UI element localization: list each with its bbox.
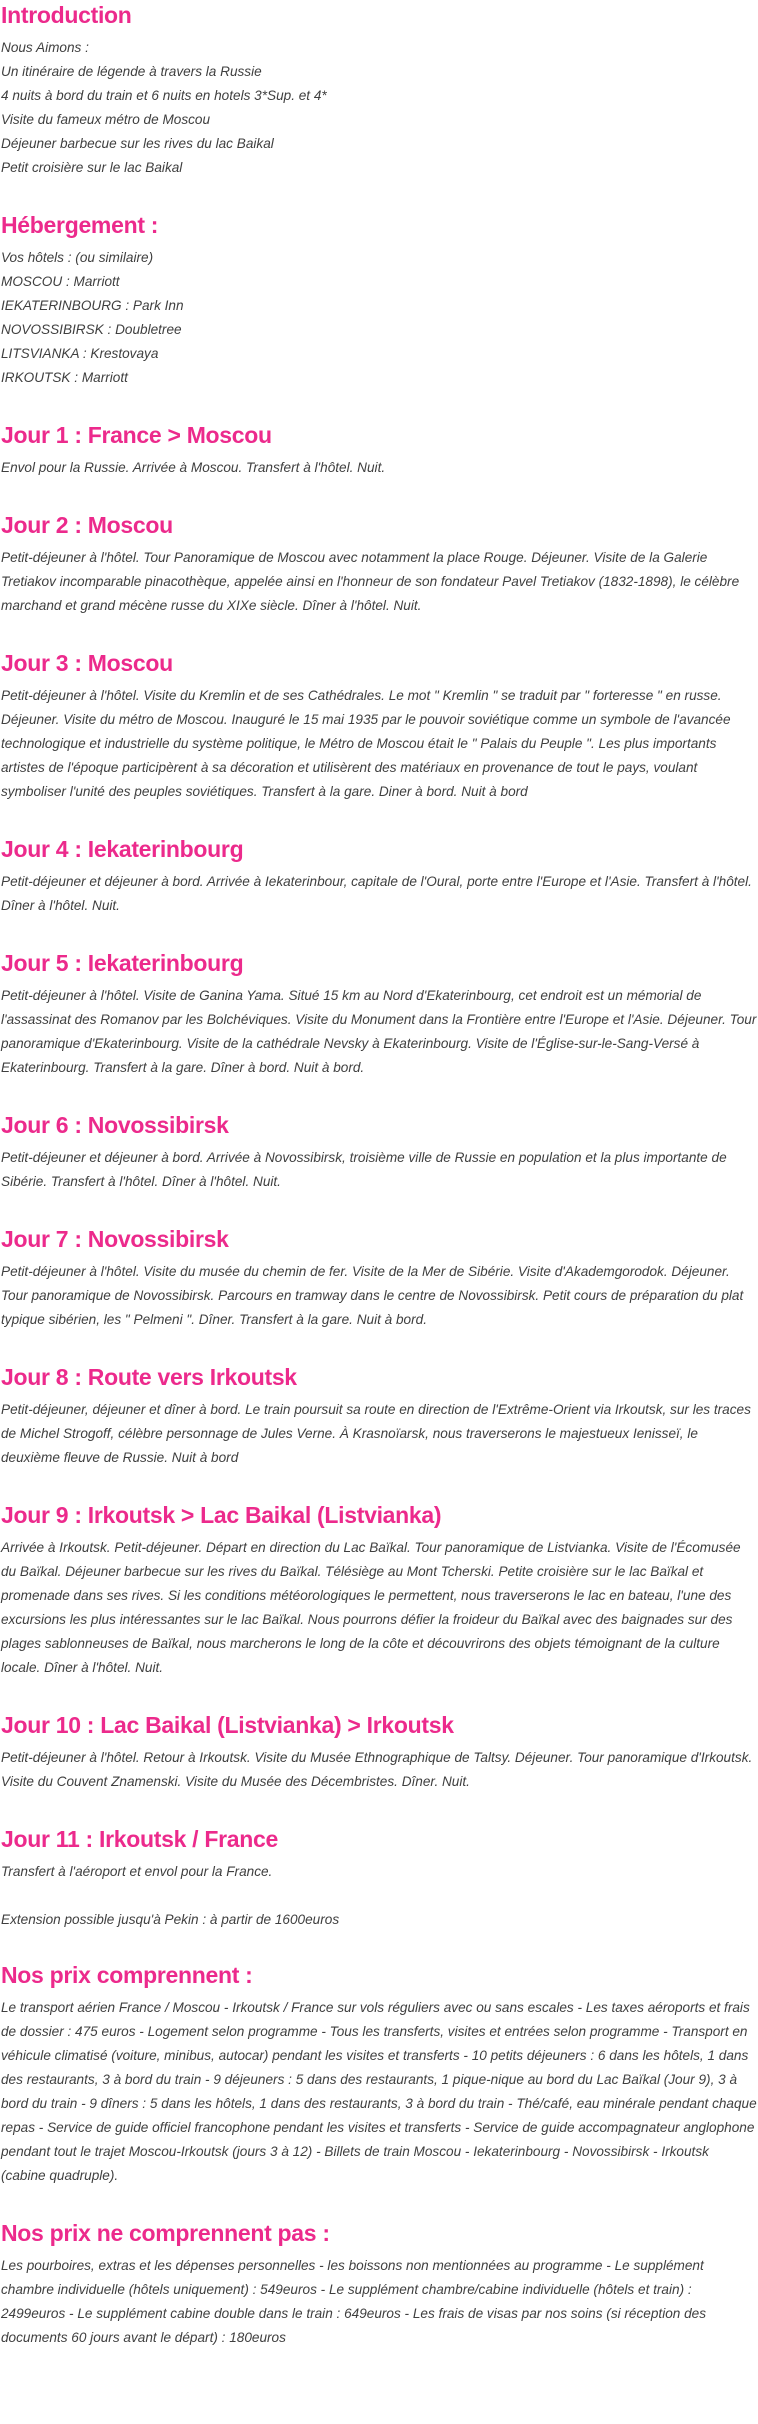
list-line: IRKOUTSK : Marriott (1, 370, 128, 385)
section-prix-inclus (1, 1960, 757, 2188)
section-body (1, 246, 757, 390)
extension-note: Extension possible jusqu'à Pekin : à partir de 1600euros (1, 1912, 340, 1927)
section-introduction (1, 0, 757, 180)
list-line: Petit croisière sur le lac Baikal (1, 160, 183, 175)
section-title: Jour 7 : Novossibirsk (1, 1226, 229, 1252)
section-text: Transfert à l'aéroport et envol pour la France. (1, 1864, 273, 1879)
section-title: Introduction (1, 2, 132, 28)
section-jour-6 (1, 1110, 757, 1194)
section-text: Petit-déjeuner et déjeuner à bord. Arrivée à Iekaterinbour, capitale de l'Oural, porte entre l'Europe et l'Asie. Transfert à l'hôtel. Dîner à l'hôtel. Nuit. (1, 874, 752, 913)
section-text: Petit-déjeuner à l'hôtel. Visite du Kremlin et de ses Cathédrales. Le mot " Kremlin " se traduit par " forteresse " en russe. Déjeuner. Visite du métro de Moscou. Inauguré le 15 mai 1935 par le pouvoir soviétique comme un symbole de l'avancée technologique et industrielle du système politique, le Métro de Moscou était le " Palais du Peuple ". Les plus importants artistes de l'époque participèrent à sa décoration et utilisèrent des matériaux en provenance de tout le pays, voulant symboliser l'unité des peuples soviétiques. Transfert à la gare. Diner à bord. Nuit à bord (1, 688, 731, 799)
list-line: IEKATERINBOURG : Park Inn (1, 298, 184, 313)
section-jour-9 (1, 1500, 757, 1680)
list-line: Un itinéraire de légende à travers la Russie (1, 64, 262, 79)
section-title: Jour 1 : France > Moscou (1, 422, 272, 448)
list-line: Visite du fameux métro de Moscou (1, 112, 211, 127)
section-text: Petit-déjeuner à l'hôtel. Visite du musée du chemin de fer. Visite de la Mer de Sibérie. Visite d'Akademgorodok. Déjeuner. Tour panoramique de Novossibirsk. Parcours en tramway dans le centre de Novossibirsk. Petit cours de préparation du plat typique sibérien, les " Pelmeni ". Dîner. Transfert à la gare. Nuit à bord. (1, 1264, 744, 1327)
section-jour-7 (1, 1224, 757, 1332)
section-title: Hébergement : (1, 212, 159, 238)
section-title: Nos prix ne comprennent pas : (1, 2220, 330, 2246)
section-jour-8 (1, 1362, 757, 1470)
section-title: Jour 9 : Irkoutsk > Lac Baikal (Listvianka) (1, 1502, 442, 1528)
list-line: LITSVIANKA : Krestovaya (1, 346, 159, 361)
section-hebergement (1, 210, 757, 390)
section-jour-5 (1, 948, 757, 1080)
list-line: NOVOSSIBIRSK : Doubletree (1, 322, 182, 337)
section-text: Le transport aérien France / Moscou - Irkoutsk / France sur vols réguliers avec ou sans escales - Les taxes aéroports et frais de dossier : 475 euros - Logement selon programme - Tous les transferts, visites et entrées selon programme - Transport en véhicule climatisé (voiture, minibus, autocar) pendant les visites et transferts - 10 petits déjeuners : 6 dans les hôtels, 1 dans des restaurants, 3 à bord du train - 9 déjeuners : 5 dans des restaurants, 1 pique-nique au bord du Lac Baïkal (Jour 9), 3 à bord du train - 9 dîners : 5 dans les hôtels, 1 dans des restaurants, 3 à bord du train - Thé/café, eau minérale pendant chaque repas - Service de guide officiel francophone pendant les visites et transferts - Service de guide accompagnateur anglophone pendant tout le trajet Moscou-Irkoutsk (jours 3 à 12) - Billets de train Moscou - Iekaterinbourg - Novossibirsk - Irkoutsk (cabine quadruple). (1, 2000, 757, 2183)
section-jour-1 (1, 420, 757, 480)
section-title: Jour 6 : Novossibirsk (1, 1112, 229, 1138)
section-title: Jour 5 : Iekaterinbourg (1, 950, 244, 976)
section-text: Petit-déjeuner, déjeuner et dîner à bord. Le train poursuit sa route en direction de l'Extrême-Orient via Irkoutsk, sur les traces de Michel Strogoff, célèbre personnage de Jules Verne. À Krasnoïarsk, nous traverserons le majestueux Ienisseï, le deuxième fleuve de Russie. Nuit à bord (1, 1402, 751, 1465)
list-line: Déjeuner barbecue sur les rives du lac Baikal (1, 136, 274, 151)
section-title: Jour 3 : Moscou (1, 650, 173, 676)
section-prix-exclus (1, 2218, 757, 2350)
section-text: Arrivée à Irkoutsk. Petit-déjeuner. Départ en direction du Lac Baïkal. Tour panoramique de Listvianka. Visite de l'Écomusée du Baïkal. Déjeuner barbecue sur les rives du Baïkal. Télésiège au Mont Tcherski. Petite croisière sur le lac Baïkal et promenade dans ses rives. Si les conditions météorologiques le permettent, nous traverserons le lac en bateau, l'une des excursions les plus intéressantes sur le lac Baïkal. Nous pourrons défier la froideur du Baïkal avec des baignades sur des plages sablonneuses de Baïkal, nous marcherons le long de la côte et découvrirons des objets témoignant de la culture locale. Dîner à l'hôtel. Nuit. (1, 1540, 741, 1675)
section-text: Petit-déjeuner à l'hôtel. Tour Panoramique de Moscou avec notamment la place Rouge. Déjeuner. Visite de la Galerie Tretiakov incomparable pinacothèque, appelée ainsi en l'honneur de son fondateur Pavel Tretiakov (1832-1898), le célèbre marchand et grand mécène russe du XIXe siècle. Dîner à l'hôtel. Nuit. (1, 550, 740, 613)
section-jour-2 (1, 510, 757, 618)
list-line: Nous Aimons : (1, 40, 89, 55)
section-body (1, 36, 757, 180)
section-jour-3 (1, 648, 757, 804)
section-title: Nos prix comprennent : (1, 1962, 253, 1988)
section-title: Jour 10 : Lac Baikal (Listvianka) > Irkoutsk (1, 1712, 454, 1738)
section-text: Envol pour la Russie. Arrivée à Moscou. Transfert à l'hôtel. Nuit. (1, 460, 386, 475)
section-title: Jour 2 : Moscou (1, 512, 173, 538)
section-jour-10 (1, 1710, 757, 1794)
section-title: Jour 8 : Route vers Irkoutsk (1, 1364, 297, 1390)
section-text: Petit-déjeuner et déjeuner à bord. Arrivée à Novossibirsk, troisième ville de Russie en population et la plus importante de Sibérie. Transfert à l'hôtel. Dîner à l'hôtel. Nuit. (1, 1150, 727, 1189)
list-line: 4 nuits à bord du train et 6 nuits en hotels 3*Sup. et 4* (1, 88, 327, 103)
section-text: Petit-déjeuner à l'hôtel. Retour à Irkoutsk. Visite du Musée Ethnographique de Taltsy. Déjeuner. Tour panoramique d'Irkoutsk. Visite du Couvent Znamenski. Visite du Musée des Décembristes. Dîner. Nuit. (1, 1750, 753, 1789)
section-text: Petit-déjeuner à l'hôtel. Visite de Ganina Yama. Situé 15 km au Nord d'Ekaterinbourg, cet endroit est un mémorial de l'assassinat des Romanov par les Bolchéviques. Visite du Monument dans la Frontière entre l'Europe et l'Asie. Déjeuner. Tour panoramique d'Ekaterinbourg. Visite de la cathédrale Nevsky à Ekaterinbourg. Visite de l'Église-sur-le-Sang-Versé à Ekaterinbourg. Transfert à la gare. Dîner à bord. Nuit à bord. (1, 988, 757, 1075)
section-jour-11 (1, 1824, 757, 1932)
section-title: Jour 11 : Irkoutsk / France (1, 1826, 278, 1852)
section-jour-4 (1, 834, 757, 918)
section-text: Les pourboires, extras et les dépenses personnelles - les boissons non mentionnées au programme - Le supplément chambre individuelle (hôtels uniquement) : 549euros - Le supplément chambre/cabine individuelle (hôtels et train) : 2499euros - Le supplément cabine double dans le train : 649euros - Les frais de visas par nos soins (si réception des documents 60 jours avant le départ) : 180euros (1, 2258, 707, 2345)
section-title: Jour 4 : Iekaterinbourg (1, 836, 244, 862)
list-line: Vos hôtels : (ou similaire) (1, 250, 154, 265)
list-line: MOSCOU : Marriott (1, 274, 120, 289)
